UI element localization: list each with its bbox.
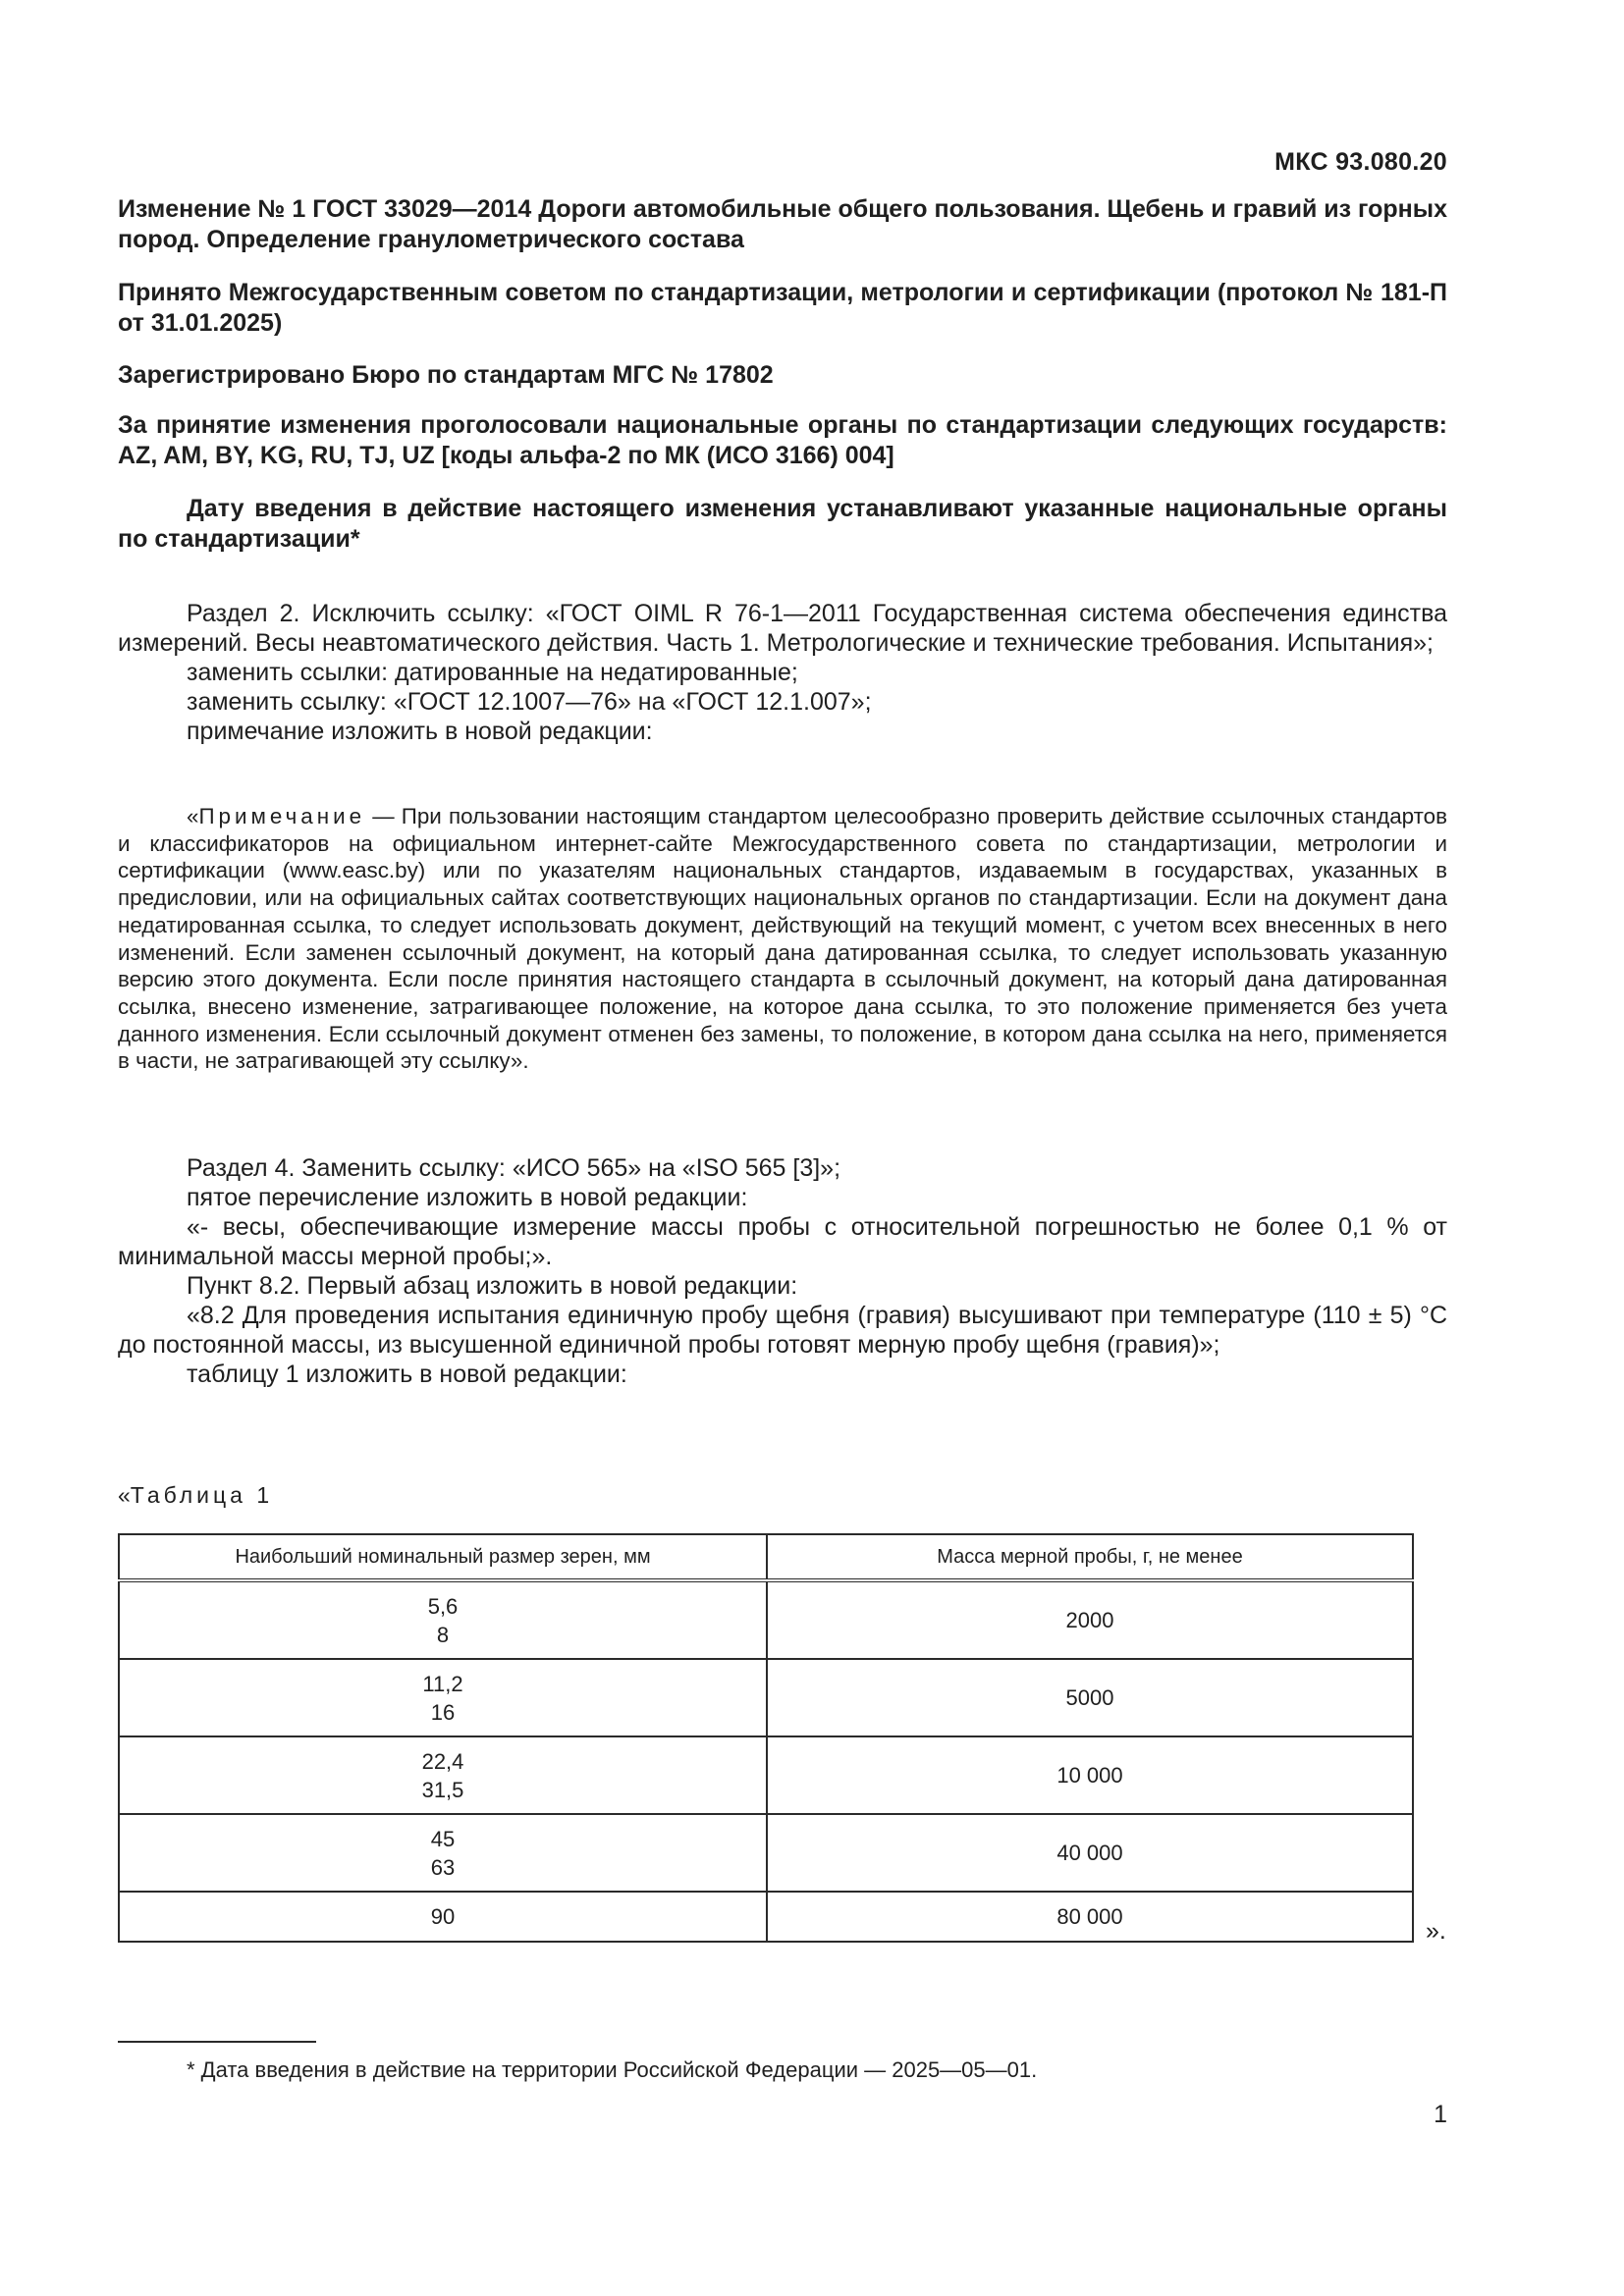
adopted-statement: Принято Межгосударственным советом по стандартизации, метрологии и сертификации (протокол № 181-П от 31.01.2025) <box>118 279 1447 337</box>
grain-size-cell: 90 <box>119 1892 767 1942</box>
replace-dated-refs: заменить ссылки: датированные на недатированные; <box>187 659 798 686</box>
sample-mass-cell: 80 000 <box>767 1892 1413 1942</box>
note-open-quote: « <box>187 804 199 828</box>
replace-gost-ref: заменить ссылку: «ГОСТ 12.1007—76» на «ГОСТ 12.1.007»; <box>187 688 872 716</box>
table-caption-label: Таблица 1 <box>130 1482 274 1508</box>
table-row <box>119 1659 1413 1736</box>
table-row <box>119 1814 1413 1892</box>
note-intro: примечание изложить в новой редакции: <box>187 718 653 745</box>
note-label: Примечание <box>198 804 366 828</box>
sample-mass-cell: 2000 <box>767 1580 1413 1659</box>
sample-mass-table <box>118 1533 1414 1943</box>
section-4-paragraph: Раздел 4. Заменить ссылку: «ИСО 565» на «ISO 565 [3]»; <box>187 1154 841 1182</box>
footnote-divider <box>118 2041 316 2043</box>
registration-statement: Зарегистрировано Бюро по стандартам МГС № 17802 <box>118 361 774 389</box>
clause-8-2-text: «8.2 Для проведения испытания единичную пробу щебня (гравия) высушивают при температуре (110 ± 5) °C до постоянной массы, из высушенной единичной пробы готовят мерную пробу щебня (гравия)»; <box>118 1302 1447 1359</box>
clause-8-2-intro: Пункт 8.2. Первый абзац изложить в новой редакции: <box>187 1272 798 1300</box>
grain-size-cell: 5,6 8 <box>119 1580 767 1659</box>
table-caption-quote: « <box>118 1482 131 1508</box>
page-number: 1 <box>1434 2101 1447 2128</box>
footnote: * Дата введения в действие на территории Российской Федерации — 2025—05—01. <box>187 2057 1038 2082</box>
document-page <box>118 0 1447 2296</box>
section-2-block <box>118 599 1447 746</box>
sample-mass-cell: 10 000 <box>767 1736 1413 1814</box>
effective-date-statement: Дату введения в действие настоящего изменения устанавливают указанные национальные органы по стандартизации* <box>118 495 1447 553</box>
section-4-block <box>118 1153 1447 1389</box>
table-row <box>119 1892 1413 1942</box>
header-grain-size: Наибольший номинальный размер зерен, мм <box>119 1534 767 1580</box>
section-2-paragraph: Раздел 2. Исключить ссылку: «ГОСТ OIML R 76-1—2011 Государственная система обеспечения единства измерений. Весы неавтоматического действия. Часть 1. Метрологические и технические требования. Испытания»; <box>118 600 1447 657</box>
grain-size-cell: 45 63 <box>119 1814 767 1892</box>
sample-mass-cell: 5000 <box>767 1659 1413 1736</box>
note-block <box>118 803 1447 1075</box>
note-text: — При пользовании настоящим стандартом целесообразно проверить действие ссылочных стандартов и классификаторов на официальном интернет-сайте Межгосударственного совета по стандартизации, метрологии и сертификации (www.easc.by) или по указателям национальных стандартов, издаваемым в государствах, указанных в предисловии, или на официальных сайтах соответствующих национальных органов по стандартизации. Если на документ дана недатированная ссылка, то следует использовать документ, действующий на текущий момент, с учетом всех внесенных в него изменений. Если заменен ссылочный документ, на который дана датированная ссылка, то следует использовать указанную версию этого документа. Если после принятия настоящего стандарта в ссылочный документ, на который дана датированная ссылка, внесено изменение, затрагивающее положение, на которое дана ссылка, то это положение применяется без учета данного изменения. Если ссылочный документ отменен без замены, то положение, в котором дана ссылка на него, применяется в части, не затрагивающей эту ссылку». <box>118 804 1447 1074</box>
amendment-title: Изменение № 1 ГОСТ 33029—2014 Дороги автомобильные общего пользования. Щебень и гравий из горных пород. Определение гранулометрического состава <box>118 195 1447 253</box>
table-row <box>119 1736 1413 1814</box>
header-sample-mass: Масса мерной пробы, г, не менее <box>767 1534 1413 1580</box>
table-closing-quote: ». <box>1426 1917 1446 1945</box>
enumeration-intro: пятое перечисление изложить в новой редакции: <box>187 1184 748 1211</box>
grain-size-cell: 11,2 16 <box>119 1659 767 1736</box>
table-intro: таблицу 1 изложить в новой редакции: <box>187 1361 627 1388</box>
sample-mass-cell: 40 000 <box>767 1814 1413 1892</box>
voting-statement: За принятие изменения проголосовали национальные органы по стандартизации следующих государств: AZ, AM, BY, KG, RU, TJ, UZ [коды альфа-2 по МК (ИСО 3166) 004] <box>118 411 1447 469</box>
grain-size-cell: 22,4 31,5 <box>119 1736 767 1814</box>
mks-code: МКС 93.080.20 <box>1274 148 1447 176</box>
table-row <box>119 1580 1413 1659</box>
table-caption <box>118 1482 273 1509</box>
scales-requirement: «- весы, обеспечивающие измерение массы пробы с относительной погрешностью не более 0,1 % от минимальной массы мерной пробы;». <box>118 1213 1447 1270</box>
table-header-row <box>119 1534 1413 1580</box>
